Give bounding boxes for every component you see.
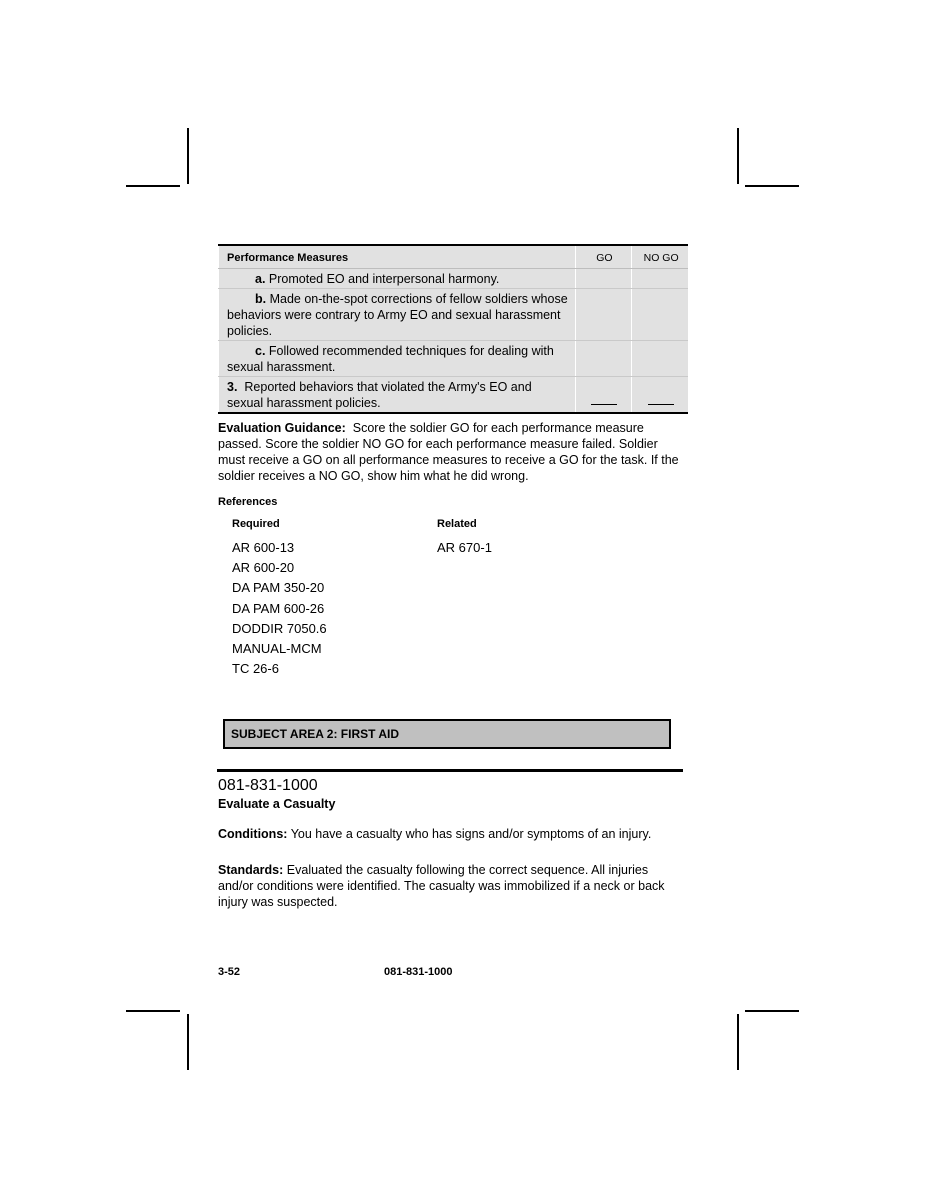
evaluation-label: Evaluation Guidance:: [218, 421, 346, 435]
measure-b: [219, 289, 576, 341]
reference-item: AR 600-13: [232, 540, 295, 555]
crop-mark-top-right-vertical: [737, 128, 739, 184]
conditions-label: Conditions:: [218, 827, 288, 841]
reference-item: AR 600-20: [232, 560, 295, 576]
conditions: [218, 826, 678, 842]
task-number: 081-831-1000: [218, 777, 318, 794]
go-underline: [591, 403, 617, 405]
required-references: [232, 518, 327, 679]
nogo-header: NO GO: [632, 245, 688, 269]
measure-label: b.: [255, 292, 267, 306]
evaluation-guidance: [218, 420, 688, 484]
reference-item: DODDIR 7050.6: [232, 620, 327, 636]
nogo-cell: [632, 269, 688, 289]
measure-text: Made on-the-spot corrections of fellow soldiers whose behaviors were contrary to Army EO and sexual harassment policies.: [227, 292, 568, 338]
table-row: [219, 289, 689, 341]
reference-item: DA PAM 350-20: [232, 580, 325, 596]
section-rule: [217, 769, 683, 772]
crop-mark-bottom-right-horizontal: [745, 1010, 799, 1012]
measure-text: Promoted EO and interpersonal harmony.: [268, 272, 500, 286]
measure-text: Followed recommended techniques for dealing with sexual harassment.: [227, 344, 554, 374]
measure-label: c.: [255, 344, 266, 358]
table-row: [219, 341, 689, 377]
crop-mark-top-right-horizontal: [745, 185, 799, 187]
reference-item: MANUAL-MCM: [232, 641, 322, 657]
table-row: [219, 377, 689, 414]
go-cell: [575, 341, 632, 377]
crop-mark-top-left-vertical: [187, 128, 189, 184]
reference-item: TC 26-6: [232, 661, 279, 677]
go-cell: [575, 269, 632, 289]
nogo-cell: [632, 341, 688, 377]
nogo-underline: [648, 403, 674, 405]
page-number: 3-52: [218, 966, 241, 978]
references-heading: References: [218, 496, 278, 508]
standards-label: Standards:: [218, 863, 284, 877]
crop-mark-bottom-left-horizontal: [126, 1010, 180, 1012]
crop-mark-bottom-right-vertical: [737, 1014, 739, 1070]
required-heading: Required: [232, 518, 280, 530]
reference-item: AR 670-1: [437, 540, 492, 555]
related-heading: Related: [437, 518, 477, 530]
measure-a: [219, 269, 576, 289]
related-references: [437, 518, 492, 558]
standards: [218, 862, 680, 910]
go-cell: [575, 289, 632, 341]
nogo-cell: [632, 289, 688, 341]
measure-c: [219, 341, 576, 377]
performance-measures-table: [218, 244, 688, 414]
evaluation-text: Score the soldier GO for each performance measure passed. Score the soldier NO GO for each performance measure failed. Soldier must receive a GO on all performance measures to receive a GO for the task. If the soldier receives a NO GO, show him what he did wrong.: [218, 421, 679, 483]
standards-text: Evaluated the casualty following the correct sequence. All injuries and/or conditions were identified. The casualty was immobilized if a neck or back injury was suspected.: [218, 863, 665, 909]
conditions-text: You have a casualty who has signs and/or symptoms of an injury.: [290, 827, 652, 841]
table-header-row: [219, 245, 689, 269]
footer-task-number: 081-831-1000: [384, 966, 453, 978]
go-header: GO: [575, 245, 632, 269]
crop-mark-bottom-left-vertical: [187, 1014, 189, 1070]
measure-label: 3.: [227, 380, 238, 394]
table-row: [219, 269, 689, 289]
nogo-blank: [632, 377, 688, 414]
go-blank: [575, 377, 632, 414]
crop-mark-top-left-horizontal: [126, 185, 180, 187]
measure-text: Reported behaviors that violated the Army's EO and sexual harassment policies.: [227, 380, 532, 410]
task-title: Evaluate a Casualty: [218, 797, 336, 811]
measure-label: a.: [255, 272, 266, 286]
measure-3: [219, 377, 576, 414]
subject-area-banner: SUBJECT AREA 2: FIRST AID: [223, 719, 671, 749]
page-content: [218, 244, 688, 698]
reference-item: DA PAM 600-26: [232, 600, 325, 616]
measures-header: Performance Measures: [219, 245, 576, 269]
references: [218, 518, 688, 698]
